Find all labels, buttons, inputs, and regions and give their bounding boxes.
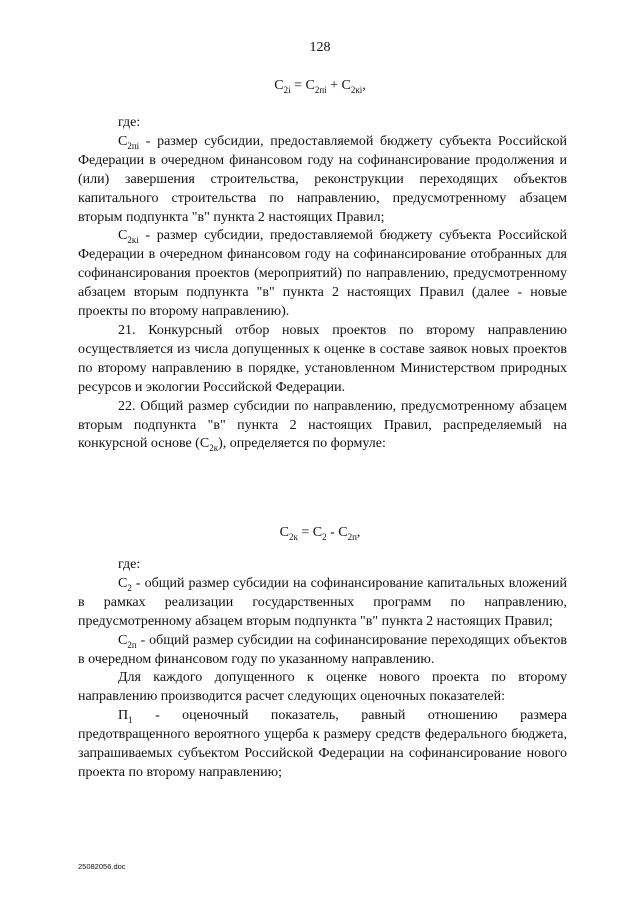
definition-c2pi: $C_{2пi}$ - размер субсидии, предоставляемой бюджету субъекта Российской Федерации в очередном финансовом году на софинансирование продолжения и (или) завершения строительства, реконструкции переходящих объектов капитального строительства по направлению, предусмотренному абзацем вторым подпункта "в" пункта 2 настоящих Правил; — [78, 133, 567, 225]
file-name-footer: 25082056.doc — [78, 862, 126, 871]
where-label-2: где: — [118, 557, 141, 572]
text-block-1 — [78, 114, 567, 454]
page-number: 128 — [309, 40, 331, 55]
formula-c2i: $C_{2i} = C_{2пi} + C_{2кi}$, — [274, 78, 366, 95]
paragraph-22: 22. Общий размер субсидии по направлению, предусмотренному абзацем вторым подпункта "в" пункта 2 настоящих Правил, распределяемый на конкурсной основе $(C_{2к})$, определяется по формуле: — [78, 398, 567, 454]
paragraph-21: 21. Конкурсный отбор новых проектов по второму направлению осуществляется из числа допущенных к оценке в составе заявок новых проектов по второму направлению в порядке, установленном Министерством природных ресурсов и экологии Российской Федерации. — [78, 322, 567, 395]
definition-c2ki: $C_{2кi}$ - размер субсидии, предоставляемой бюджету субъекта Российской Федерации в очередном финансовом году на софинансирование отобранных для софинансирования проектов (мероприятий) по направлению, предусмотренному абзацем вторым подпункта "в" пункта 2 настоящих Правил (далее - новые проекты по второму направлению). — [78, 228, 567, 320]
paragraph-indicators: Для каждого допущенного к оценке нового проекта по второму направлению производится расчет следующих оценочных показателей: — [78, 670, 567, 705]
formula-c2k: $C_{2к} = C_2 - C_{2п}$, — [279, 525, 361, 542]
text-block-2 — [78, 556, 567, 783]
definition-c2p: $C_{2п}$ - общий размер субсидии на софинансирование переходящих объектов в очередном финансовом году по указанному направлению. — [78, 632, 567, 667]
where-label: где: — [118, 115, 141, 130]
definition-c2: $C_2$ - общий размер субсидии на софинансирование капитальных вложений в рамках реализации государственных программ по направлению, предусмотренному абзацем вторым подпункта "в" пункта 2 настоящих Правил; — [78, 575, 567, 629]
definition-p1: $П_1$ - оценочный показатель, равный отношению размера предотвращенного вероятного ущерба к размеру средств федерального бюджета, запрашиваемых субъектом Российской Федерации на софинансирование нового проекта по второму направлению; — [78, 708, 567, 780]
